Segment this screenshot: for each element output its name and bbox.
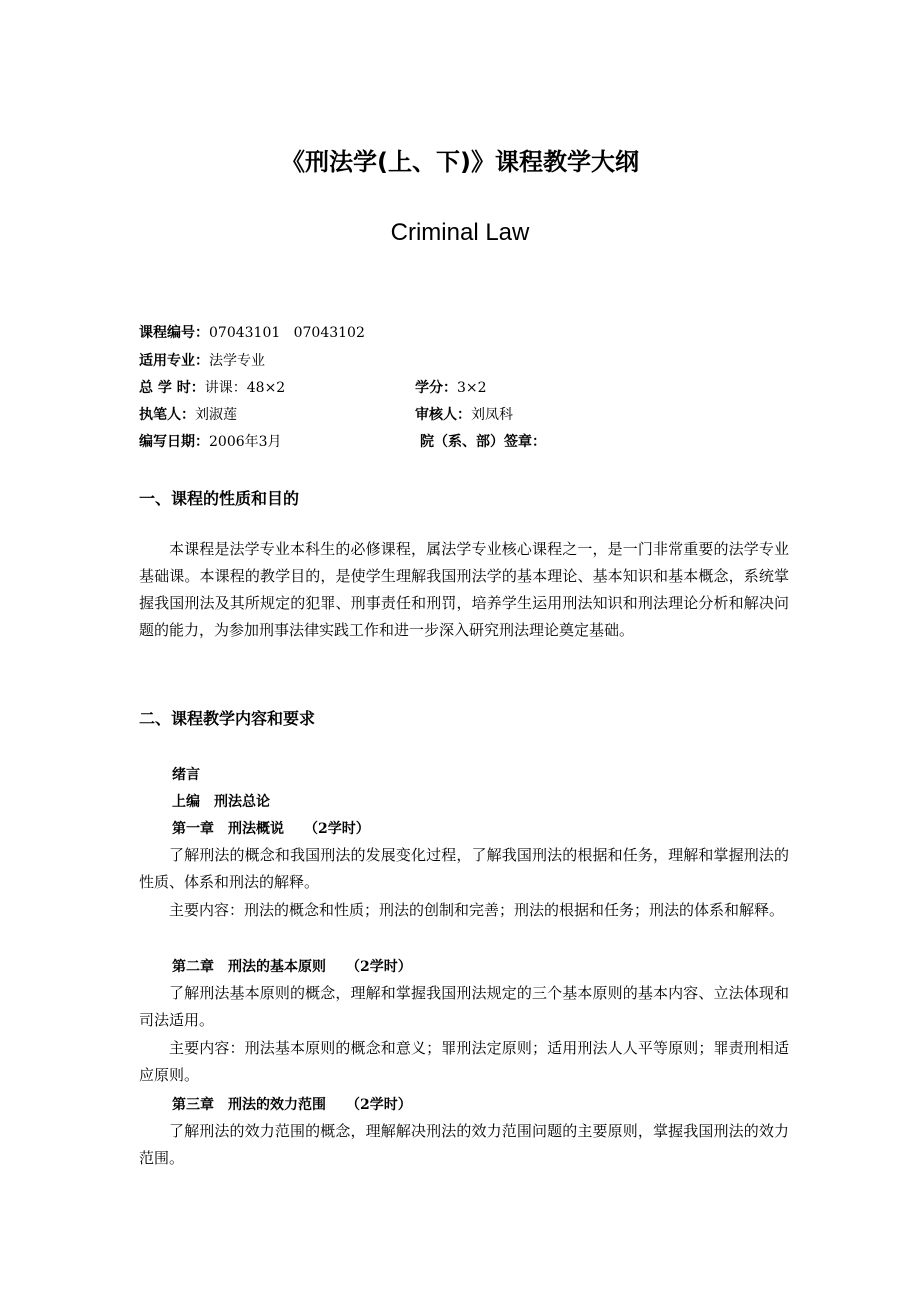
document-subtitle: Criminal Law — [390, 219, 530, 246]
author-label: 执笔人： — [139, 407, 195, 423]
chapter-hours: （2学时） — [346, 1097, 412, 1113]
seal-label: 院（系、部）签章： — [420, 434, 546, 450]
credit-value: 3×2 — [457, 380, 487, 396]
chapter-title: 第二章 刑法的基本原则 — [172, 959, 326, 975]
hours-line — [139, 377, 285, 397]
date-line — [139, 431, 282, 451]
chapter-goal: 了解刑法基本原则的概念，理解和掌握我国刑法规定的三个基本原则的基本内容、立法体现和司法适用。 — [139, 984, 789, 1029]
reviewer-label: 审核人： — [415, 407, 471, 423]
chapter-title: 第一章 刑法概说 — [172, 821, 284, 837]
major-value: 法学专业 — [209, 353, 265, 369]
chapter-heading — [172, 1094, 412, 1114]
seal-line — [420, 431, 546, 451]
date-label: 编写日期： — [139, 434, 209, 450]
section-paragraph-nature: 本课程是法学专业本科生的必修课程，属法学专业核心课程之一，是一门非常重要的法学专业基础课。本课程的教学目的，是使学生理解我国刑法学的基本理论、基本知识和基本概念，系统掌握我国刑法及其所规定的犯罪、刑事责任和刑罚，培养学生运用刑法知识和刑法理论分析和解决问题的能力，为参加刑事法律实践工作和进一步深入研究刑法理论奠定基础。 — [139, 540, 789, 639]
section-heading-nature: 一、课程的性质和目的 — [139, 489, 300, 508]
chapter-hours: （2学时） — [346, 959, 412, 975]
section-heading-content: 二、课程教学内容和要求 — [139, 709, 316, 728]
reviewer-line — [415, 404, 513, 424]
date-value: 2006年3月 — [209, 434, 282, 450]
chapter-content: 主要内容：刑法的概念和性质；刑法的创制和完善；刑法的根据和任务；刑法的体系和解释。 — [169, 901, 785, 919]
credit-line — [415, 377, 487, 397]
credit-label: 学分： — [415, 380, 457, 396]
chapter-goal: 了解刑法的概念和我国刑法的发展变化过程，了解我国刑法的根据和任务，理解和掌握刑法的性质、体系和刑法的解释。 — [139, 846, 789, 891]
part-heading: 上编 刑法总论 — [172, 794, 270, 810]
intro-heading: 绪言 — [172, 767, 200, 783]
chapter-title: 第三章 刑法的效力范围 — [172, 1097, 326, 1113]
chapter-goal: 了解刑法的效力范围的概念，理解解决刑法的效力范围问题的主要原则，掌握我国刑法的效力范围。 — [139, 1122, 789, 1167]
author-line — [139, 404, 237, 424]
major-line — [139, 350, 265, 370]
course-code-value: 07043101 07043102 — [209, 325, 365, 341]
chapter-hours: （2学时） — [304, 821, 370, 837]
course-code-label: 课程编号： — [139, 325, 209, 341]
document-title: 《刑法学(上、下)》课程教学大纲 — [281, 148, 639, 176]
hours-label: 总 学 时： — [139, 380, 205, 396]
hours-value: 讲课：48×2 — [204, 380, 286, 396]
reviewer-value: 刘凤科 — [471, 407, 513, 423]
course-code-line — [139, 322, 365, 342]
major-label: 适用专业： — [139, 353, 209, 369]
chapter-heading — [172, 818, 370, 838]
chapter-content: 主要内容：刑法基本原则的概念和意义；罪刑法定原则；适用刑法人人平等原则；罪责刑相适应原则。 — [139, 1039, 789, 1084]
author-value: 刘淑莲 — [195, 407, 237, 423]
chapter-heading — [172, 956, 412, 976]
